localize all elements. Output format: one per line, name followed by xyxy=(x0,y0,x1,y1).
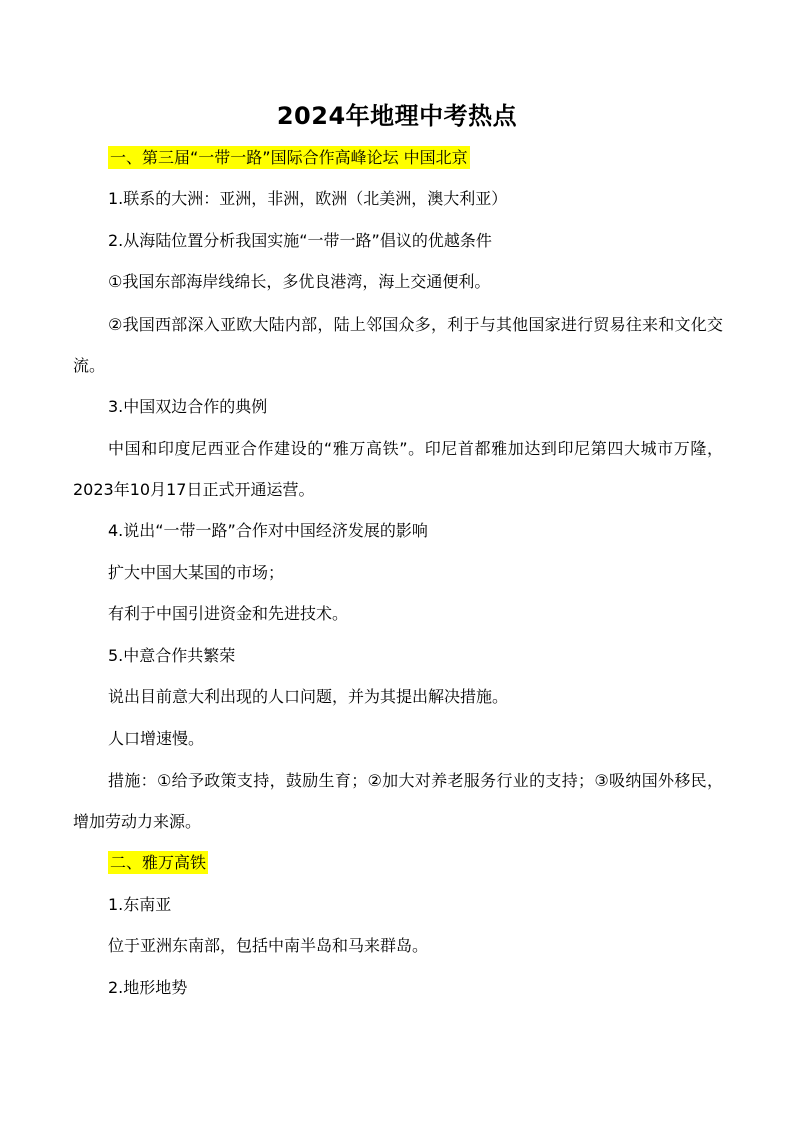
section1-item4-point1: 扩大中国大某国的市场； xyxy=(108,563,285,582)
section1-item3: 3.中国双边合作的典例 xyxy=(108,397,268,416)
section1-item3-text: 中国和印度尼西亚合作建设的“雅万高铁”。印尼首都雅加达到印尼第四大城市万隆，2023年10月17日正式开通运营。 xyxy=(73,439,723,499)
section2-heading xyxy=(108,851,208,875)
document-title: 2024年地理中考热点 xyxy=(276,102,518,130)
section2-item2: 2.地形地势 xyxy=(108,978,188,997)
section1-item2: 2.从海陆位置分析我国实施“一带一路”倡议的优越条件 xyxy=(108,231,492,250)
section1-item4: 4.说出“一带一路”合作对中国经济发展的影响 xyxy=(108,521,428,540)
section2-item1-text: 位于亚洲东南部，包括中南半岛和马来群岛。 xyxy=(108,936,429,955)
section1-item4-point2: 有利于中国引进资金和先进技术。 xyxy=(108,604,349,623)
section1-item5-measures: 措施：①给予政策支持，鼓励生育；②加大对养老服务行业的支持；③吸纳国外移民，增加劳动力来源。 xyxy=(73,771,723,831)
section1-item5-answer: 人口增速慢。 xyxy=(108,729,205,748)
section2-item1: 1.东南亚 xyxy=(108,895,172,914)
section1-item5: 5.中意合作共繁荣 xyxy=(108,646,236,665)
section1-heading xyxy=(108,146,470,170)
section1-item1: 1.联系的大洲：亚洲，非洲，欧洲（北美洲，澳大利亚） xyxy=(108,189,508,208)
section1-item2-point1: ①我国东部海岸线绵长，多优良港湾，海上交通便利。 xyxy=(108,272,491,291)
section1-item5-question: 说出目前意大利出现的人口问题，并为其提出解决措施。 xyxy=(108,687,509,706)
section2-heading-text: 二、雅万高铁 xyxy=(110,853,207,872)
section1-item2-point2: ②我国西部深入亚欧大陆内部，陆上邻国众多，利于与其他国家进行贸易往来和文化交流。 xyxy=(73,315,723,375)
section1-heading-text: 一、第三届“一带一路”国际合作高峰论坛 中国北京 xyxy=(110,148,468,167)
